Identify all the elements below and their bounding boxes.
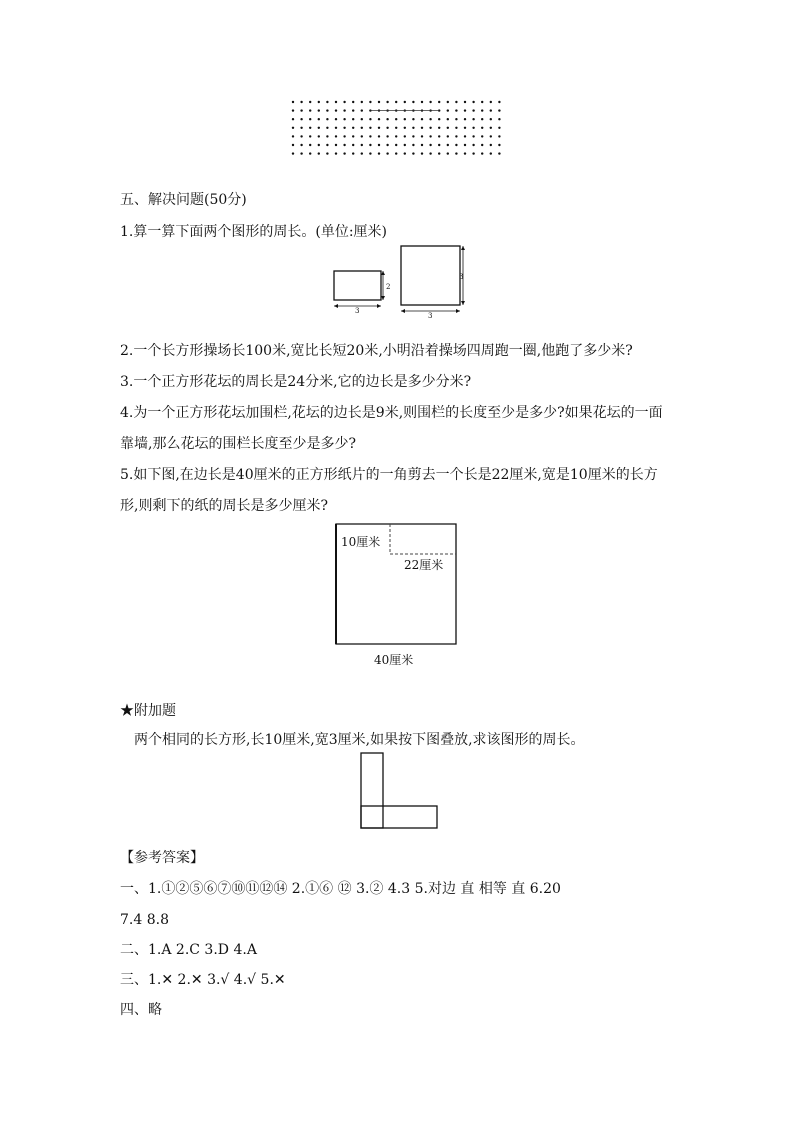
q1-rect-height-label: 2 xyxy=(386,283,391,291)
answers-line-4: 三、1.✕ 2.✕ 3.√ 4.√ 5.✕ xyxy=(120,972,286,988)
question-3: 3.一个正方形花坛的周长是24分米,它的边长是多少分米? xyxy=(120,374,472,390)
bonus-heading: ★附加题 xyxy=(120,703,176,719)
answers-heading: 【参考答案】 xyxy=(120,850,204,866)
question-5-line-1: 5.如下图,在边长是40厘米的正方形纸片的一角剪去一个长是22厘米,宽是10厘米的长方 xyxy=(120,467,658,483)
q5-cut-length-label: 22厘米 xyxy=(404,558,444,572)
answers-line-5: 四、略 xyxy=(120,1002,162,1018)
answers-line-2: 7.4 8.8 xyxy=(120,912,169,928)
q1-square-width-label: 3 xyxy=(428,312,433,320)
bonus-text: 两个相同的长方形,长10厘米,宽3厘米,如果按下图叠放,求该图形的周长。 xyxy=(134,732,585,748)
q1-rectangle-figure xyxy=(332,268,392,318)
q5-cut-square-figure xyxy=(330,518,480,668)
q5-cut-width-label: 10厘米 xyxy=(341,535,381,549)
question-4-line-2: 靠墙,那么花坛的围栏长度至少是多少? xyxy=(120,436,356,452)
question-2: 2.一个长方形操场长100米,宽比长短20米,小明沿着操场四周跑一圈,他跑了多少米? xyxy=(120,343,633,359)
question-1: 1.算一算下面两个图形的周长。(单位:厘米) xyxy=(120,224,387,240)
q1-square-height-label: 3 xyxy=(459,273,464,281)
q5-side-label: 40厘米 xyxy=(374,653,414,667)
answers-line-1: 一、1.①②⑤⑥⑦⑩⑪⑫⑭ 2.①⑥ ⑫ 3.② 4.3 5.对边 直 相等 直 6.20 xyxy=(120,881,561,897)
answers-line-3: 二、1.A 2.C 3.D 4.A xyxy=(120,942,257,958)
question-4-line-1: 4.为一个正方形花坛加围栏,花坛的边长是9米,则围栏的长度至少是多少?如果花坛的一面 xyxy=(120,405,663,421)
bonus-overlap-figure xyxy=(358,750,448,840)
q1-rect-width-label: 3 xyxy=(355,307,360,315)
question-5-line-2: 形,则剩下的纸的周长是多少厘米? xyxy=(120,498,328,514)
section-heading: 五、解决问题(50分) xyxy=(120,192,247,208)
q1-square-figure xyxy=(398,243,478,323)
dot-grid-figure xyxy=(0,95,800,165)
